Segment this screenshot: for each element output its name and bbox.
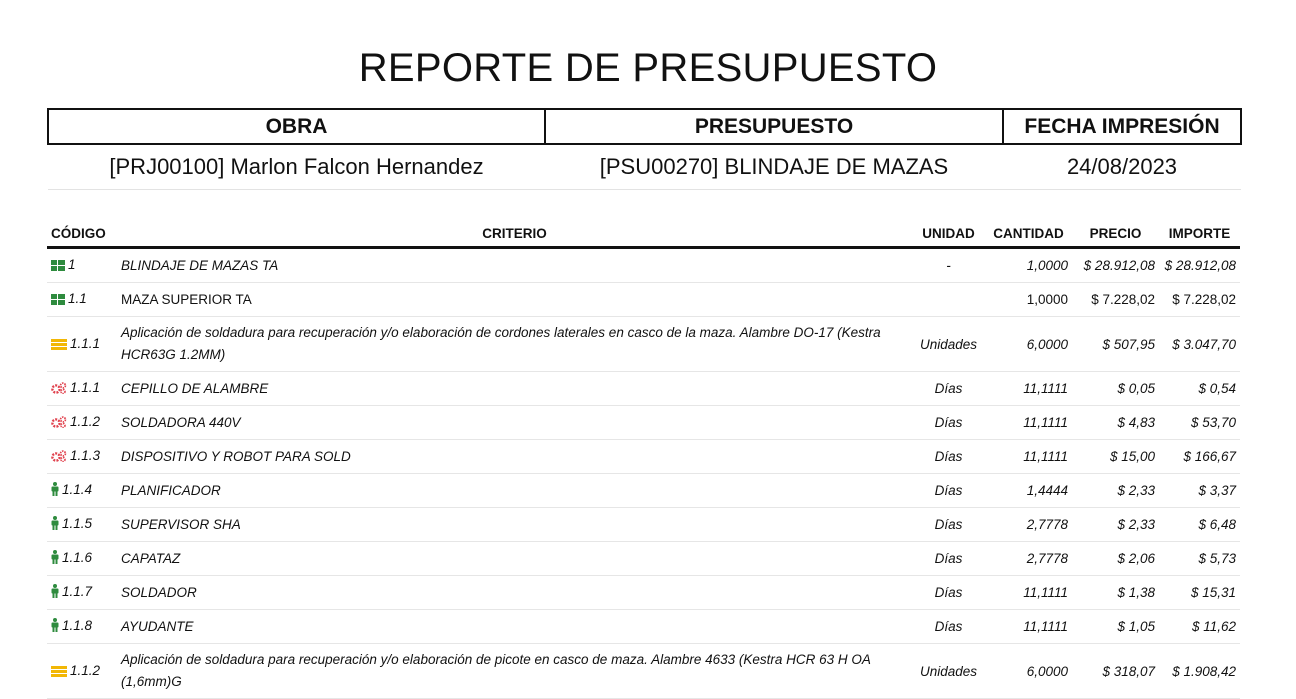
row-importe: $ 5,73 bbox=[1159, 542, 1240, 576]
row-unidad: Días bbox=[912, 508, 985, 542]
row-criterio: CEPILLO DE ALAMBRE bbox=[117, 372, 912, 406]
table-row bbox=[47, 474, 1240, 508]
fecha-label: FECHA IMPRESIÓN bbox=[1003, 109, 1241, 144]
row-code-text: 1.1.1 bbox=[70, 335, 101, 351]
row-importe: $ 166,67 bbox=[1159, 440, 1240, 474]
activity-icon bbox=[51, 338, 67, 353]
row-cantidad: 6,0000 bbox=[985, 644, 1072, 699]
col-unidad: UNIDAD bbox=[912, 221, 985, 248]
row-unidad: Días bbox=[912, 474, 985, 508]
table-row bbox=[47, 248, 1240, 283]
row-unidad: - bbox=[912, 248, 985, 283]
table-row bbox=[47, 508, 1240, 542]
row-criterio: Aplicación de soldadura para recuperación y/o elaboración de picote en casco de maza. Alambre 4633 (Kestra HCR 63 H OA (1,6mm)G bbox=[117, 644, 912, 699]
presupuesto-label: PRESUPUESTO bbox=[545, 109, 1003, 144]
row-precio: $ 0,05 bbox=[1072, 372, 1159, 406]
row-cantidad: 11,1111 bbox=[985, 576, 1072, 610]
row-code bbox=[47, 372, 117, 406]
col-codigo: CÓDIGO bbox=[47, 221, 117, 248]
table-row bbox=[47, 576, 1240, 610]
row-importe: $ 6,48 bbox=[1159, 508, 1240, 542]
row-unidad bbox=[912, 283, 985, 317]
row-code-text: 1.1.6 bbox=[62, 550, 93, 565]
row-cantidad: 1,0000 bbox=[985, 248, 1072, 283]
row-unidad: Días bbox=[912, 576, 985, 610]
row-importe: $ 7.228,02 bbox=[1159, 283, 1240, 317]
row-code bbox=[47, 283, 117, 317]
labor-icon bbox=[51, 618, 59, 635]
row-code-text: 1.1.4 bbox=[62, 482, 93, 497]
activity-icon bbox=[51, 665, 67, 680]
row-criterio: DISPOSITIVO Y ROBOT PARA SOLD bbox=[117, 440, 912, 474]
row-cantidad: 6,0000 bbox=[985, 317, 1072, 372]
col-importe: IMPORTE bbox=[1159, 221, 1240, 248]
row-precio: $ 318,07 bbox=[1072, 644, 1159, 699]
row-unidad: Unidades bbox=[912, 644, 985, 699]
row-cantidad: 2,7778 bbox=[985, 508, 1072, 542]
row-criterio: SUPERVISOR SHA bbox=[117, 508, 912, 542]
row-importe: $ 0,54 bbox=[1159, 372, 1240, 406]
report-header-table bbox=[47, 108, 1242, 190]
row-importe: $ 3.047,70 bbox=[1159, 317, 1240, 372]
row-precio: $ 28.912,08 bbox=[1072, 248, 1159, 283]
row-unidad: Días bbox=[912, 406, 985, 440]
row-criterio: Aplicación de soldadura para recuperación y/o elaboración de cordones laterales en casco de la maza. Alambre DO-17 (Kestra HCR63G 1.2MM) bbox=[117, 317, 912, 372]
row-code bbox=[47, 474, 117, 508]
row-code bbox=[47, 317, 117, 372]
row-unidad: Días bbox=[912, 610, 985, 644]
row-code-text: 1.1 bbox=[68, 291, 87, 306]
row-unidad: Días bbox=[912, 372, 985, 406]
obra-value: [PRJ00100] Marlon Falcon Hernandez bbox=[48, 144, 545, 190]
row-importe: $ 3,37 bbox=[1159, 474, 1240, 508]
row-importe: $ 1.908,42 bbox=[1159, 644, 1240, 699]
row-code-text: 1.1.7 bbox=[62, 584, 93, 599]
equipment-icon bbox=[51, 382, 67, 397]
row-code-text: 1.1.2 bbox=[70, 414, 101, 429]
row-criterio: PLANIFICADOR bbox=[117, 474, 912, 508]
row-code bbox=[47, 610, 117, 644]
row-criterio: SOLDADORA 440V bbox=[117, 406, 912, 440]
row-precio: $ 2,33 bbox=[1072, 474, 1159, 508]
col-cantidad: CANTIDAD bbox=[985, 221, 1072, 248]
row-cantidad: 1,0000 bbox=[985, 283, 1072, 317]
row-code bbox=[47, 644, 117, 699]
row-code-text: 1.1.5 bbox=[62, 516, 93, 531]
row-code bbox=[47, 542, 117, 576]
row-cantidad: 11,1111 bbox=[985, 440, 1072, 474]
equipment-icon bbox=[51, 450, 67, 465]
row-code-text: 1 bbox=[68, 257, 76, 272]
presupuesto-value: [PSU00270] BLINDAJE DE MAZAS bbox=[545, 144, 1003, 190]
row-precio: $ 2,06 bbox=[1072, 542, 1159, 576]
group-icon bbox=[51, 259, 65, 274]
row-cantidad: 2,7778 bbox=[985, 542, 1072, 576]
fecha-value: 24/08/2023 bbox=[1003, 144, 1241, 190]
row-importe: $ 53,70 bbox=[1159, 406, 1240, 440]
row-criterio: CAPATAZ bbox=[117, 542, 912, 576]
table-row bbox=[47, 283, 1240, 317]
column-header-row bbox=[47, 221, 1240, 248]
row-precio: $ 1,05 bbox=[1072, 610, 1159, 644]
row-unidad: Unidades bbox=[912, 317, 985, 372]
row-code-text: 1.1.1 bbox=[70, 380, 101, 395]
col-criterio: CRITERIO bbox=[117, 221, 912, 248]
table-row bbox=[47, 317, 1240, 372]
group-icon bbox=[51, 293, 65, 308]
row-code-text: 1.1.8 bbox=[62, 618, 93, 633]
row-code bbox=[47, 248, 117, 283]
row-precio: $ 1,38 bbox=[1072, 576, 1159, 610]
row-criterio: BLINDAJE DE MAZAS TA bbox=[117, 248, 912, 283]
row-code-text: 1.1.3 bbox=[70, 448, 101, 463]
row-criterio: AYUDANTE bbox=[117, 610, 912, 644]
row-cantidad: 11,1111 bbox=[985, 610, 1072, 644]
row-code-text: 1.1.2 bbox=[70, 662, 101, 678]
row-precio: $ 2,33 bbox=[1072, 508, 1159, 542]
row-cantidad: 11,1111 bbox=[985, 372, 1072, 406]
table-row bbox=[47, 610, 1240, 644]
labor-icon bbox=[51, 516, 59, 533]
table-row bbox=[47, 372, 1240, 406]
row-code bbox=[47, 508, 117, 542]
row-code bbox=[47, 406, 117, 440]
table-row bbox=[47, 440, 1240, 474]
report-title: REPORTE DE PRESUPUESTO bbox=[358, 46, 938, 90]
row-unidad: Días bbox=[912, 542, 985, 576]
row-importe: $ 15,31 bbox=[1159, 576, 1240, 610]
table-row bbox=[47, 644, 1240, 699]
row-cantidad: 1,4444 bbox=[985, 474, 1072, 508]
labor-icon bbox=[51, 550, 59, 567]
table-row bbox=[47, 406, 1240, 440]
table-row bbox=[47, 542, 1240, 576]
row-precio: $ 4,83 bbox=[1072, 406, 1159, 440]
equipment-icon bbox=[51, 416, 67, 431]
budget-items-table bbox=[47, 221, 1240, 699]
labor-icon bbox=[51, 584, 59, 601]
row-criterio: MAZA SUPERIOR TA bbox=[117, 283, 912, 317]
row-precio: $ 15,00 bbox=[1072, 440, 1159, 474]
row-precio: $ 7.228,02 bbox=[1072, 283, 1159, 317]
obra-label: OBRA bbox=[48, 109, 545, 144]
row-cantidad: 11,1111 bbox=[985, 406, 1072, 440]
row-code bbox=[47, 440, 117, 474]
row-importe: $ 11,62 bbox=[1159, 610, 1240, 644]
row-importe: $ 28.912,08 bbox=[1159, 248, 1240, 283]
row-code bbox=[47, 576, 117, 610]
row-criterio: SOLDADOR bbox=[117, 576, 912, 610]
row-precio: $ 507,95 bbox=[1072, 317, 1159, 372]
row-unidad: Días bbox=[912, 440, 985, 474]
labor-icon bbox=[51, 482, 59, 499]
col-precio: PRECIO bbox=[1072, 221, 1159, 248]
